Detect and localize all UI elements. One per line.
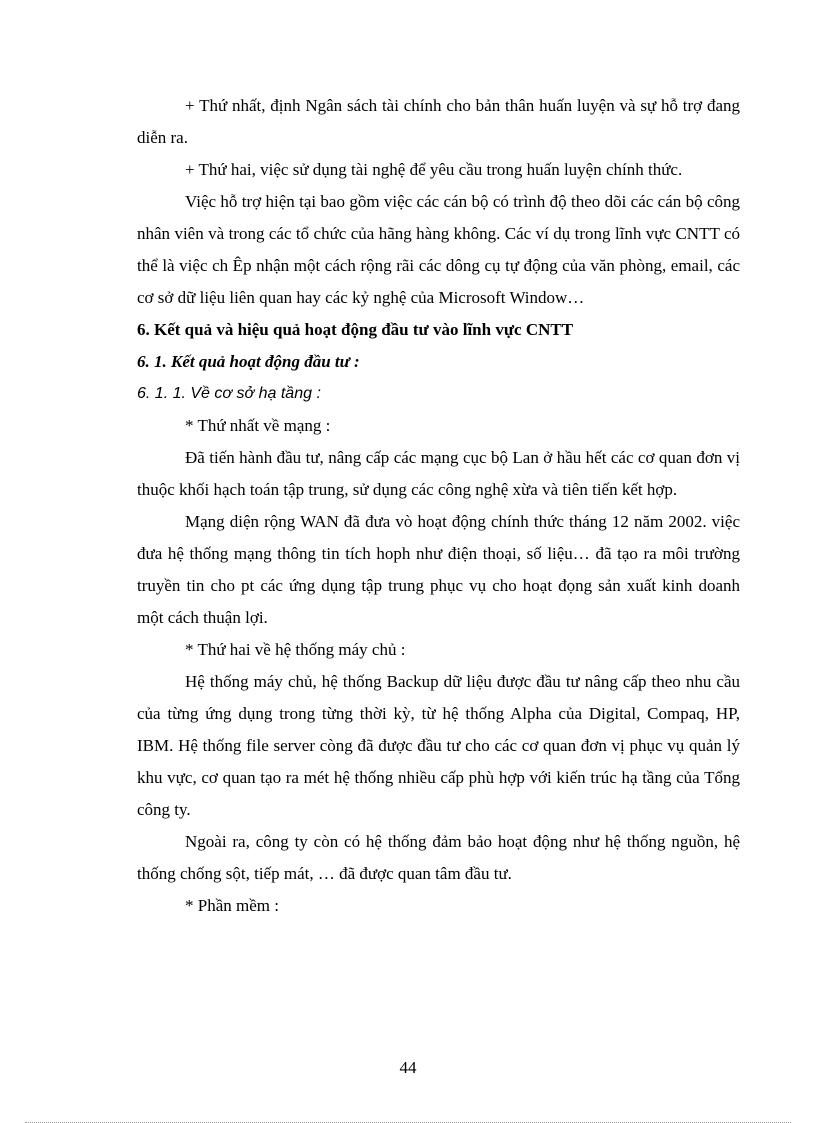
paragraph-wan: Mạng diện rộng WAN đã đưa vò hoạt động chính thức tháng 12 năm 2002. việc đưa hệ thống mạng thông tin tích hoph như điện thoại, số liệu… đã tạo ra môi trường truyền tin cho pt các ứng dụng tập trung phục vụ cho hoạt đọng sản xuất kinh doanh một cách thuận lợi.: [137, 512, 740, 627]
paragraph-first-point: + Thứ nhất, định Ngân sách tài chính cho bản thân huấn luyện và sự hỗ trợ đang diễn ra.: [137, 96, 740, 147]
page-number: 44: [399, 1058, 417, 1077]
paragraph-lan: Đã tiến hành đầu tư, nâng cấp các mạng cục bộ Lan ở hầu hết các cơ quan đơn vị thuộc khối hạch toán tập trung, sử dụng các công nghệ xừa và tiên tiến kết hợp.: [137, 448, 740, 499]
paragraph-support: Việc hỗ trợ hiện tại bao gồm việc các cán bộ có trình độ theo dõi các cán bộ công nhân viên và trong các tổ chức của hãng hàng không. Các ví dụ trong lĩnh vực CNTT có thể là việc ch Êp nhận một cách rộng rãi các dông cụ tự động của văn phòng, email, các cơ sở dữ liệu liên quan hay các kỷ nghệ của Microsoft Window…: [137, 192, 740, 307]
paragraph-other-systems: Ngoài ra, công ty còn có hệ thống đảm bảo hoạt động như hệ thống nguồn, hệ thống chống sột, tiếp mát, … đã được quan tâm đầu tư.: [137, 832, 740, 883]
paragraph-software-label: * Phần mềm :: [185, 896, 279, 915]
heading-section-6-1: 6. 1. Kết quả hoạt động đầu tư :: [137, 352, 360, 371]
document-body: [137, 90, 740, 922]
paragraph-server-label: * Thứ hai về hệ thống máy chủ :: [185, 640, 406, 659]
paragraph-servers: Hệ thống máy chủ, hệ thống Backup dữ liệu được đầu tư nâng cấp theo nhu cầu của từng ứng dụng trong từng thời kỳ, từ hệ thống Alpha của Digital, Compaq, HP, IBM. Hệ thống file server còng đã được đầu tư cho các cơ quan đơn vị phục vụ quản lý khu vực, cơ quan tạo ra mét hệ thống nhiều cấp phù hợp với kiến trúc hạ tầng của Tổng công ty.: [137, 672, 740, 819]
heading-section-6-1-1: 6. 1. 1. Về cơ sở hạ tầng :: [137, 385, 321, 402]
heading-section-6: 6. Kết quả và hiệu quả hoạt động đầu tư vào lĩnh vực CNTT: [137, 320, 574, 339]
paragraph-network-label: * Thứ nhất về mạng :: [185, 416, 331, 435]
paragraph-second-point: + Thứ hai, việc sử dụng tài nghệ để yêu cầu trong huấn luyện chính thức.: [185, 160, 683, 179]
